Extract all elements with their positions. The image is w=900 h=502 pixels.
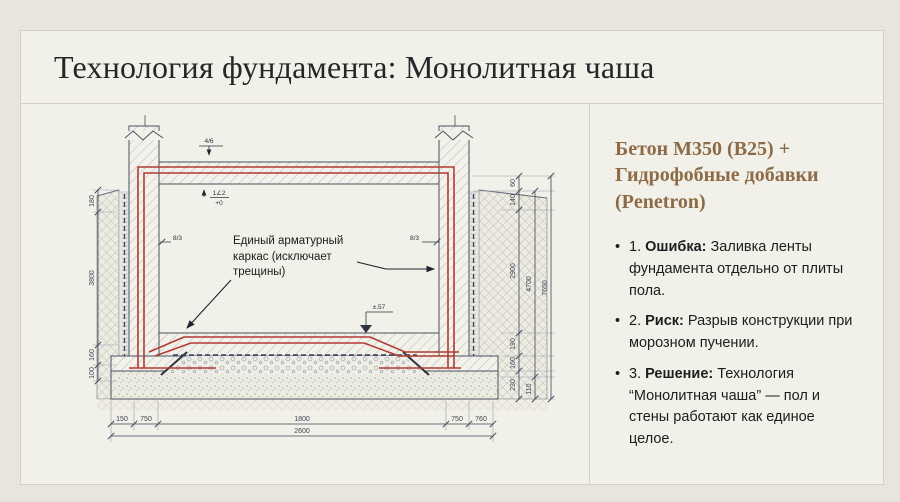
- bullet-list: [615, 237, 855, 451]
- slide-frame: [20, 30, 884, 485]
- bullet-number: 3.: [629, 365, 642, 382]
- bullet-number: 1.: [629, 239, 642, 256]
- list-item: [615, 237, 855, 302]
- wall-break-symbols: [125, 115, 473, 140]
- dim-total-2600: 2600: [294, 428, 310, 435]
- annotation-zero-level: [204, 189, 229, 207]
- bullet-body: Разрыв конструкции при морозном пучении.: [629, 313, 853, 352]
- dim-110: 110: [526, 383, 533, 395]
- bullet-body: Заливка ленты фундамента отдельно от плиты пола.: [629, 239, 844, 299]
- dim-1800: 1800: [294, 416, 310, 423]
- level-mark-label: ±.57: [372, 304, 386, 311]
- dim-160-right: 160: [510, 357, 517, 369]
- dim-750a: 750: [140, 416, 152, 423]
- dim-60: 60: [510, 179, 517, 187]
- material-heading: Бетон М350 (В25) + Гидрофобные добавки (Penetron): [615, 138, 819, 213]
- dim-190: 190: [510, 338, 517, 350]
- bullet-icon: •: [615, 365, 621, 382]
- rebar-callout-text: Единый арматурный каркас (исключает трещины): [233, 235, 344, 279]
- rebar-left-label: 8/3: [173, 235, 183, 242]
- bullet-icon: •: [615, 313, 621, 330]
- bullet-text: [629, 237, 855, 302]
- dim-230: 230: [510, 379, 517, 391]
- dim-160-left: 160: [89, 349, 96, 361]
- list-item: [615, 311, 855, 355]
- slide-header: [21, 31, 883, 104]
- bullet-number: 2.: [629, 313, 642, 330]
- dim-4700: 4700: [526, 276, 533, 292]
- bullet-body: Технология “Монолитная чаша” — пол и стены работают как единое целое.: [629, 365, 820, 448]
- technical-drawing-svg: [21, 104, 589, 485]
- bullet-text: [629, 364, 855, 451]
- annotation-top-mark: [199, 138, 223, 155]
- bullet-keyword: Риск:: [645, 313, 684, 330]
- foundation-section-drawing: [21, 104, 589, 484]
- bullet-text: [629, 311, 855, 355]
- zero-level-label: +0: [215, 200, 223, 207]
- gravel-under-floor: [161, 356, 429, 375]
- slide-body: [21, 104, 883, 484]
- dim-150: 150: [116, 416, 128, 423]
- dim-140: 140: [510, 194, 517, 206]
- top-mark-label: 4/6: [204, 138, 214, 145]
- dim-760: 760: [475, 416, 487, 423]
- bedding-layer: [111, 371, 498, 399]
- page-title: Технология фундамента: Монолитная чаша: [54, 48, 655, 85]
- bullet-keyword: Решение:: [645, 365, 714, 382]
- list-item: [615, 364, 855, 451]
- dim-750b: 750: [451, 416, 463, 423]
- dim-2900: 2900: [510, 263, 517, 279]
- bullet-icon: •: [615, 239, 621, 256]
- dim-100-left: 100: [89, 367, 96, 379]
- rebar-right-label: 8/3: [409, 235, 419, 242]
- info-panel: [589, 104, 883, 484]
- dim-3800: 3800: [89, 270, 96, 286]
- level-mark: [360, 304, 393, 333]
- bullet-keyword: Ошибка:: [645, 239, 707, 256]
- dim-7650: 7650: [542, 280, 549, 296]
- slab-mark-label: 1∠2: [212, 190, 226, 197]
- dim-180: 180: [89, 195, 96, 207]
